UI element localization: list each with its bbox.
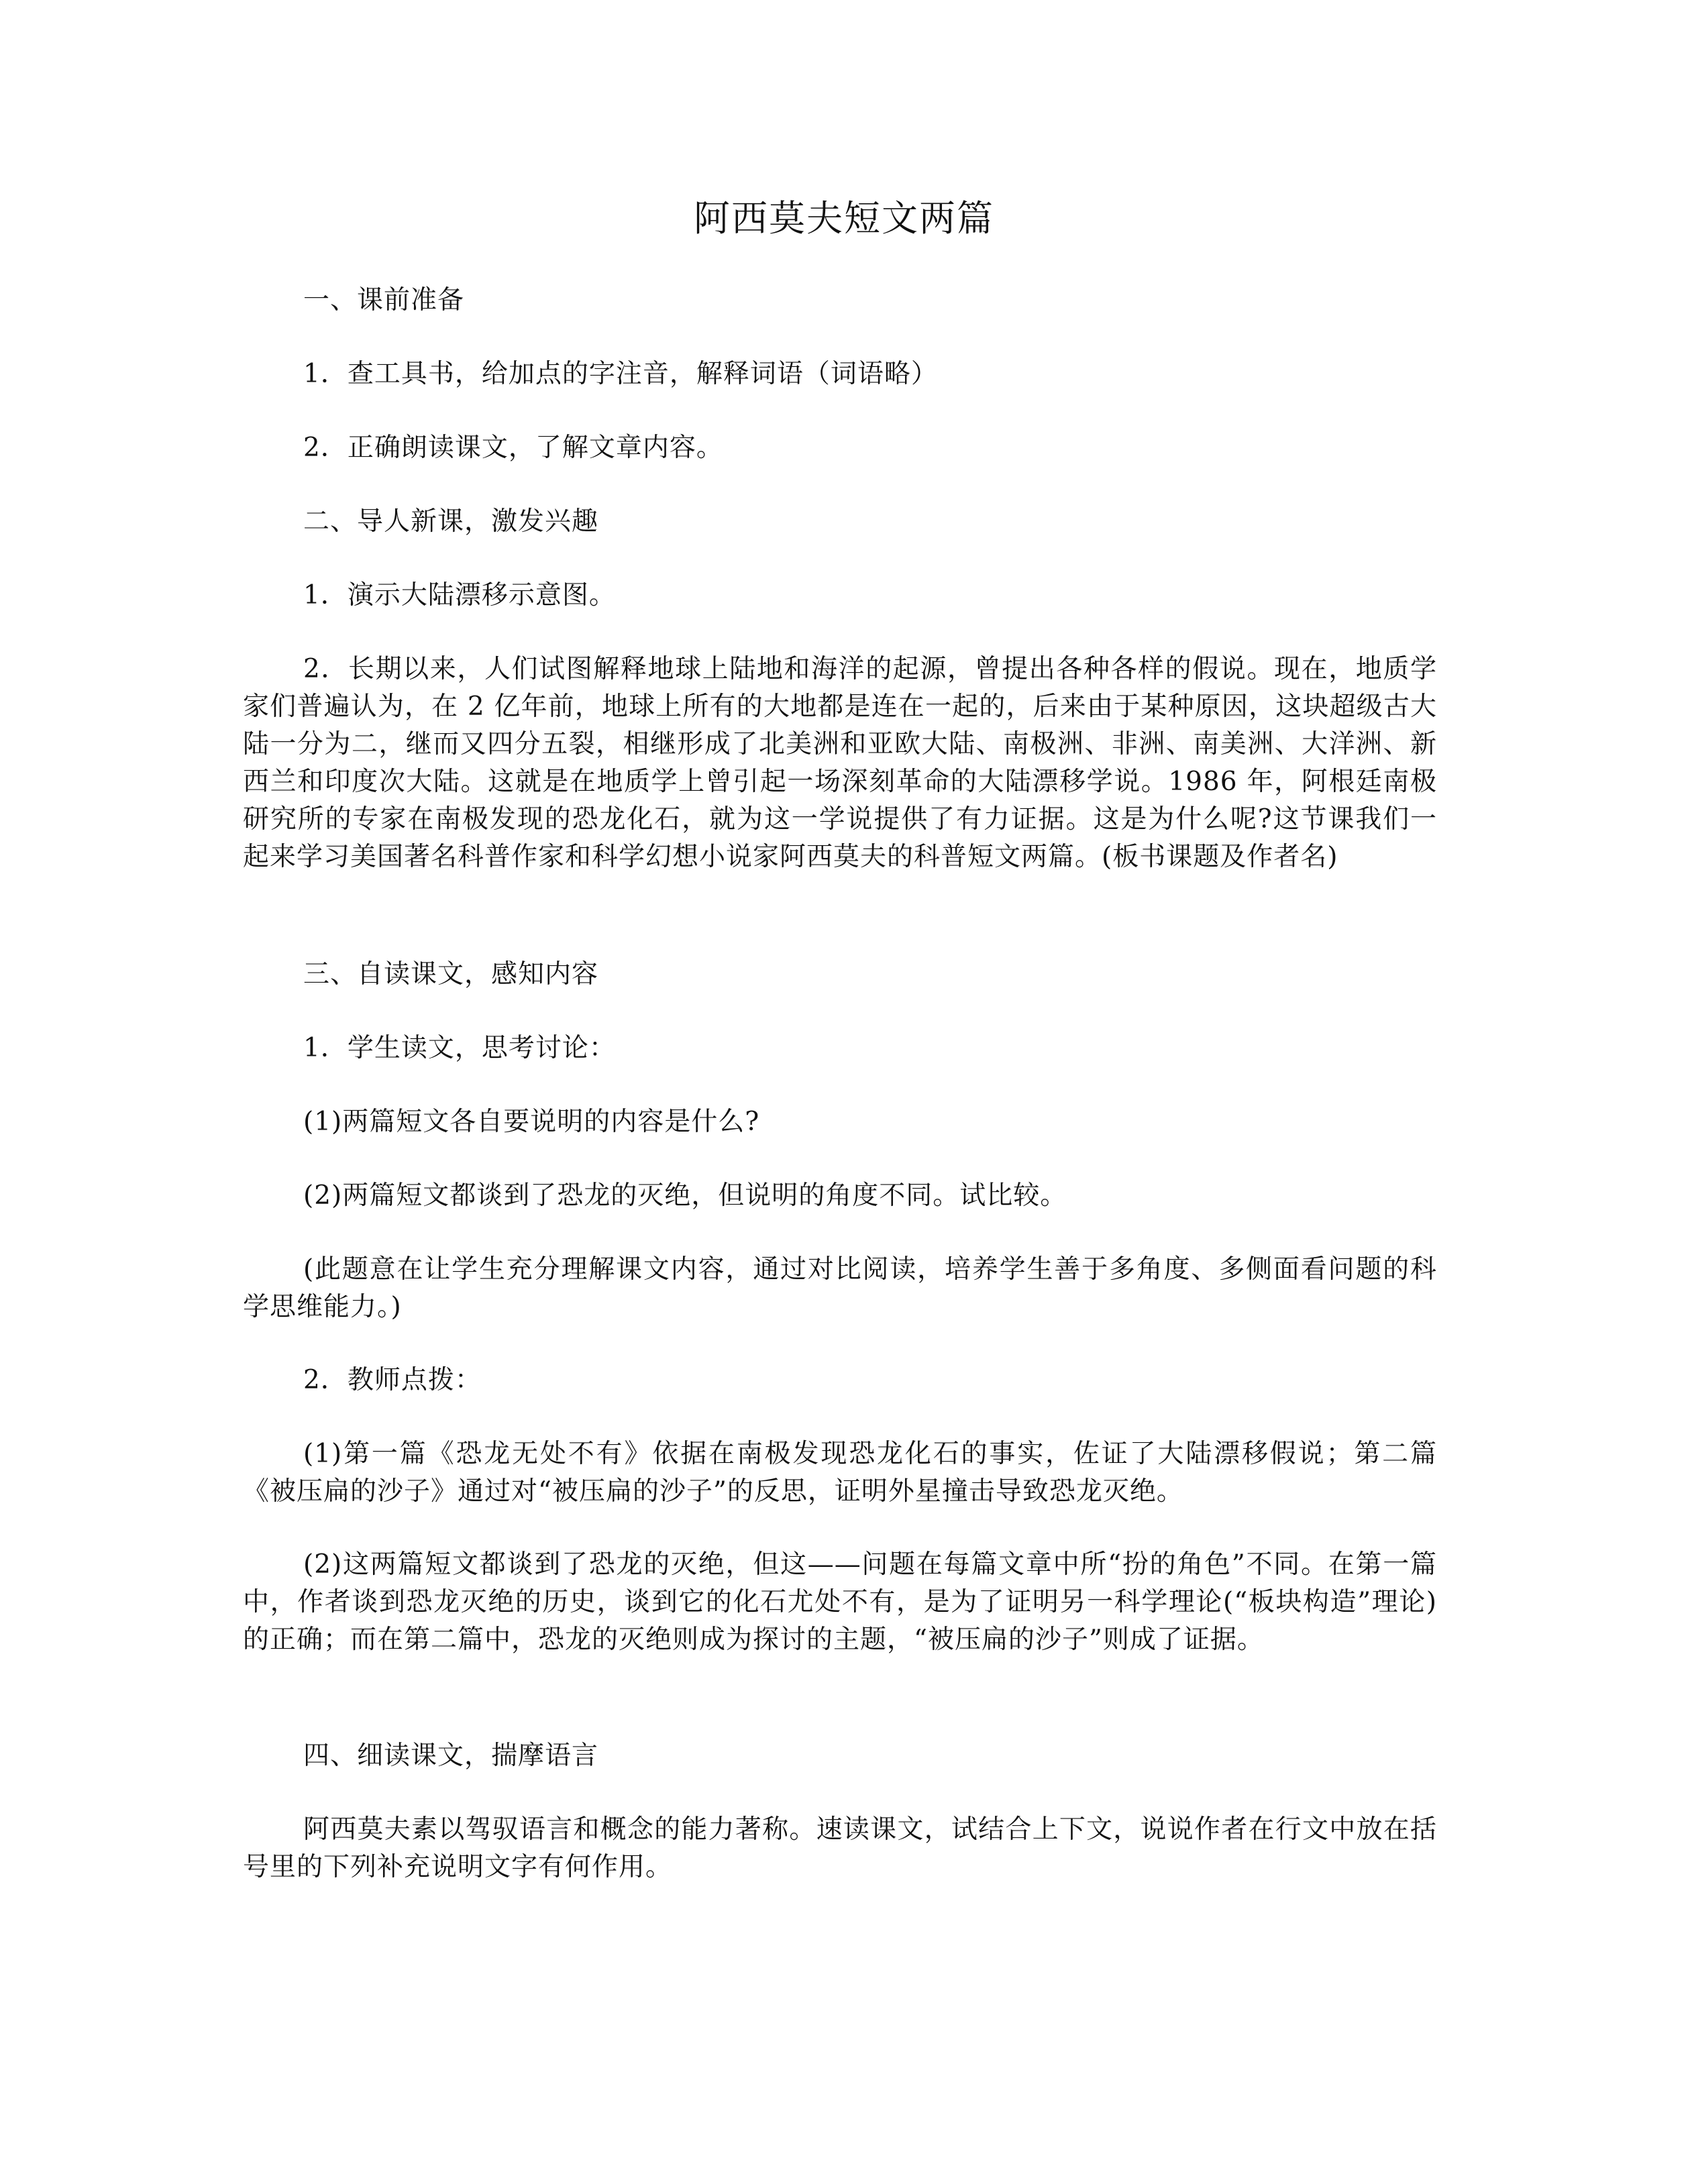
paragraph-item: 2．正确朗读课文，了解文章内容。 — [303, 433, 723, 463]
paragraph-body: (2)这两篇短文都谈到了恐龙的灭绝，但这——问题在每篇文章中所“扮的角色”不同。在第一篇中，作者谈到恐龙灭绝的历史，谈到它的化石尤处不有，是为了证明另一科学理论(“板块构造”理论)的正确；而在第二篇中，恐龙的灭绝则成为探讨的主题，“被压扁的沙子”则成了证据。 — [243, 1549, 1437, 1655]
paragraph-body: (此题意在让学生充分理解课文内容，通过对比阅读，培养学生善于多角度、多侧面看问题的科学思维能力。) — [243, 1254, 1437, 1322]
paragraph-item: 1．学生读文，思考讨论： — [303, 1033, 616, 1063]
paragraph-item: 2．教师点拨： — [303, 1365, 482, 1395]
section-heading-preparation: 一、课前准备 — [303, 285, 465, 315]
paragraph-item: 1．查工具书，给加点的字注音，解释词语（词语略） — [303, 359, 938, 389]
section-heading-close-reading: 四、细读课文，揣摩语言 — [303, 1741, 599, 1771]
paragraph-item: (1)两篇短文各自要说明的内容是什么? — [303, 1107, 760, 1137]
paragraph-item: (2)两篇短文都谈到了恐龙的灭绝，但说明的角度不同。试比较。 — [303, 1181, 1067, 1211]
section-heading-intro: 二、导人新课，激发兴趣 — [303, 506, 599, 537]
paragraph-body: (1)第一篇《恐龙无处不有》依据在南极发现恐龙化石的事实，佐证了大陆漂移假说；第二篇《被压扁的沙子》通过对“被压扁的沙子”的反思，证明外星撞击导致恐龙灭绝。 — [243, 1439, 1437, 1507]
paragraph-item: 1．演示大陆漂移示意图。 — [303, 580, 616, 610]
document-title: 阿西莫夫短文两篇 — [694, 197, 994, 239]
section-heading-self-reading: 三、自读课文，感知内容 — [303, 959, 599, 989]
paragraph-body: 阿西莫夫素以驾驭语言和概念的能力著称。速读课文，试结合上下文，说说作者在行文中放在括号里的下列补充说明文字有何作用。 — [243, 1814, 1437, 1882]
paragraph-body: 2．长期以来，人们试图解释地球上陆地和海洋的起源，曾提出各种各样的假说。现在，地质学家们普遍认为，在 2 亿年前，地球上所有的大地都是连在一起的，后来由于某种原因，这块超级古大陆一分为二，继而又四分五裂，相继形成了北美洲和亚欧大陆、南极洲、非洲、南美洲、大洋洲、新西兰和印度次大陆。这就是在地质学上曾引起一场深刻革命的大陆漂移学说。1986 年，阿根廷南极研究所的专家在南极发现的恐龙化石，就为这一学说提供了有力证据。这是为什么呢?这节课我们一起来学习美国著名科普作家和科学幻想小说家阿西莫夫的科普短文两篇。(板书课题及作者名) — [243, 654, 1437, 872]
